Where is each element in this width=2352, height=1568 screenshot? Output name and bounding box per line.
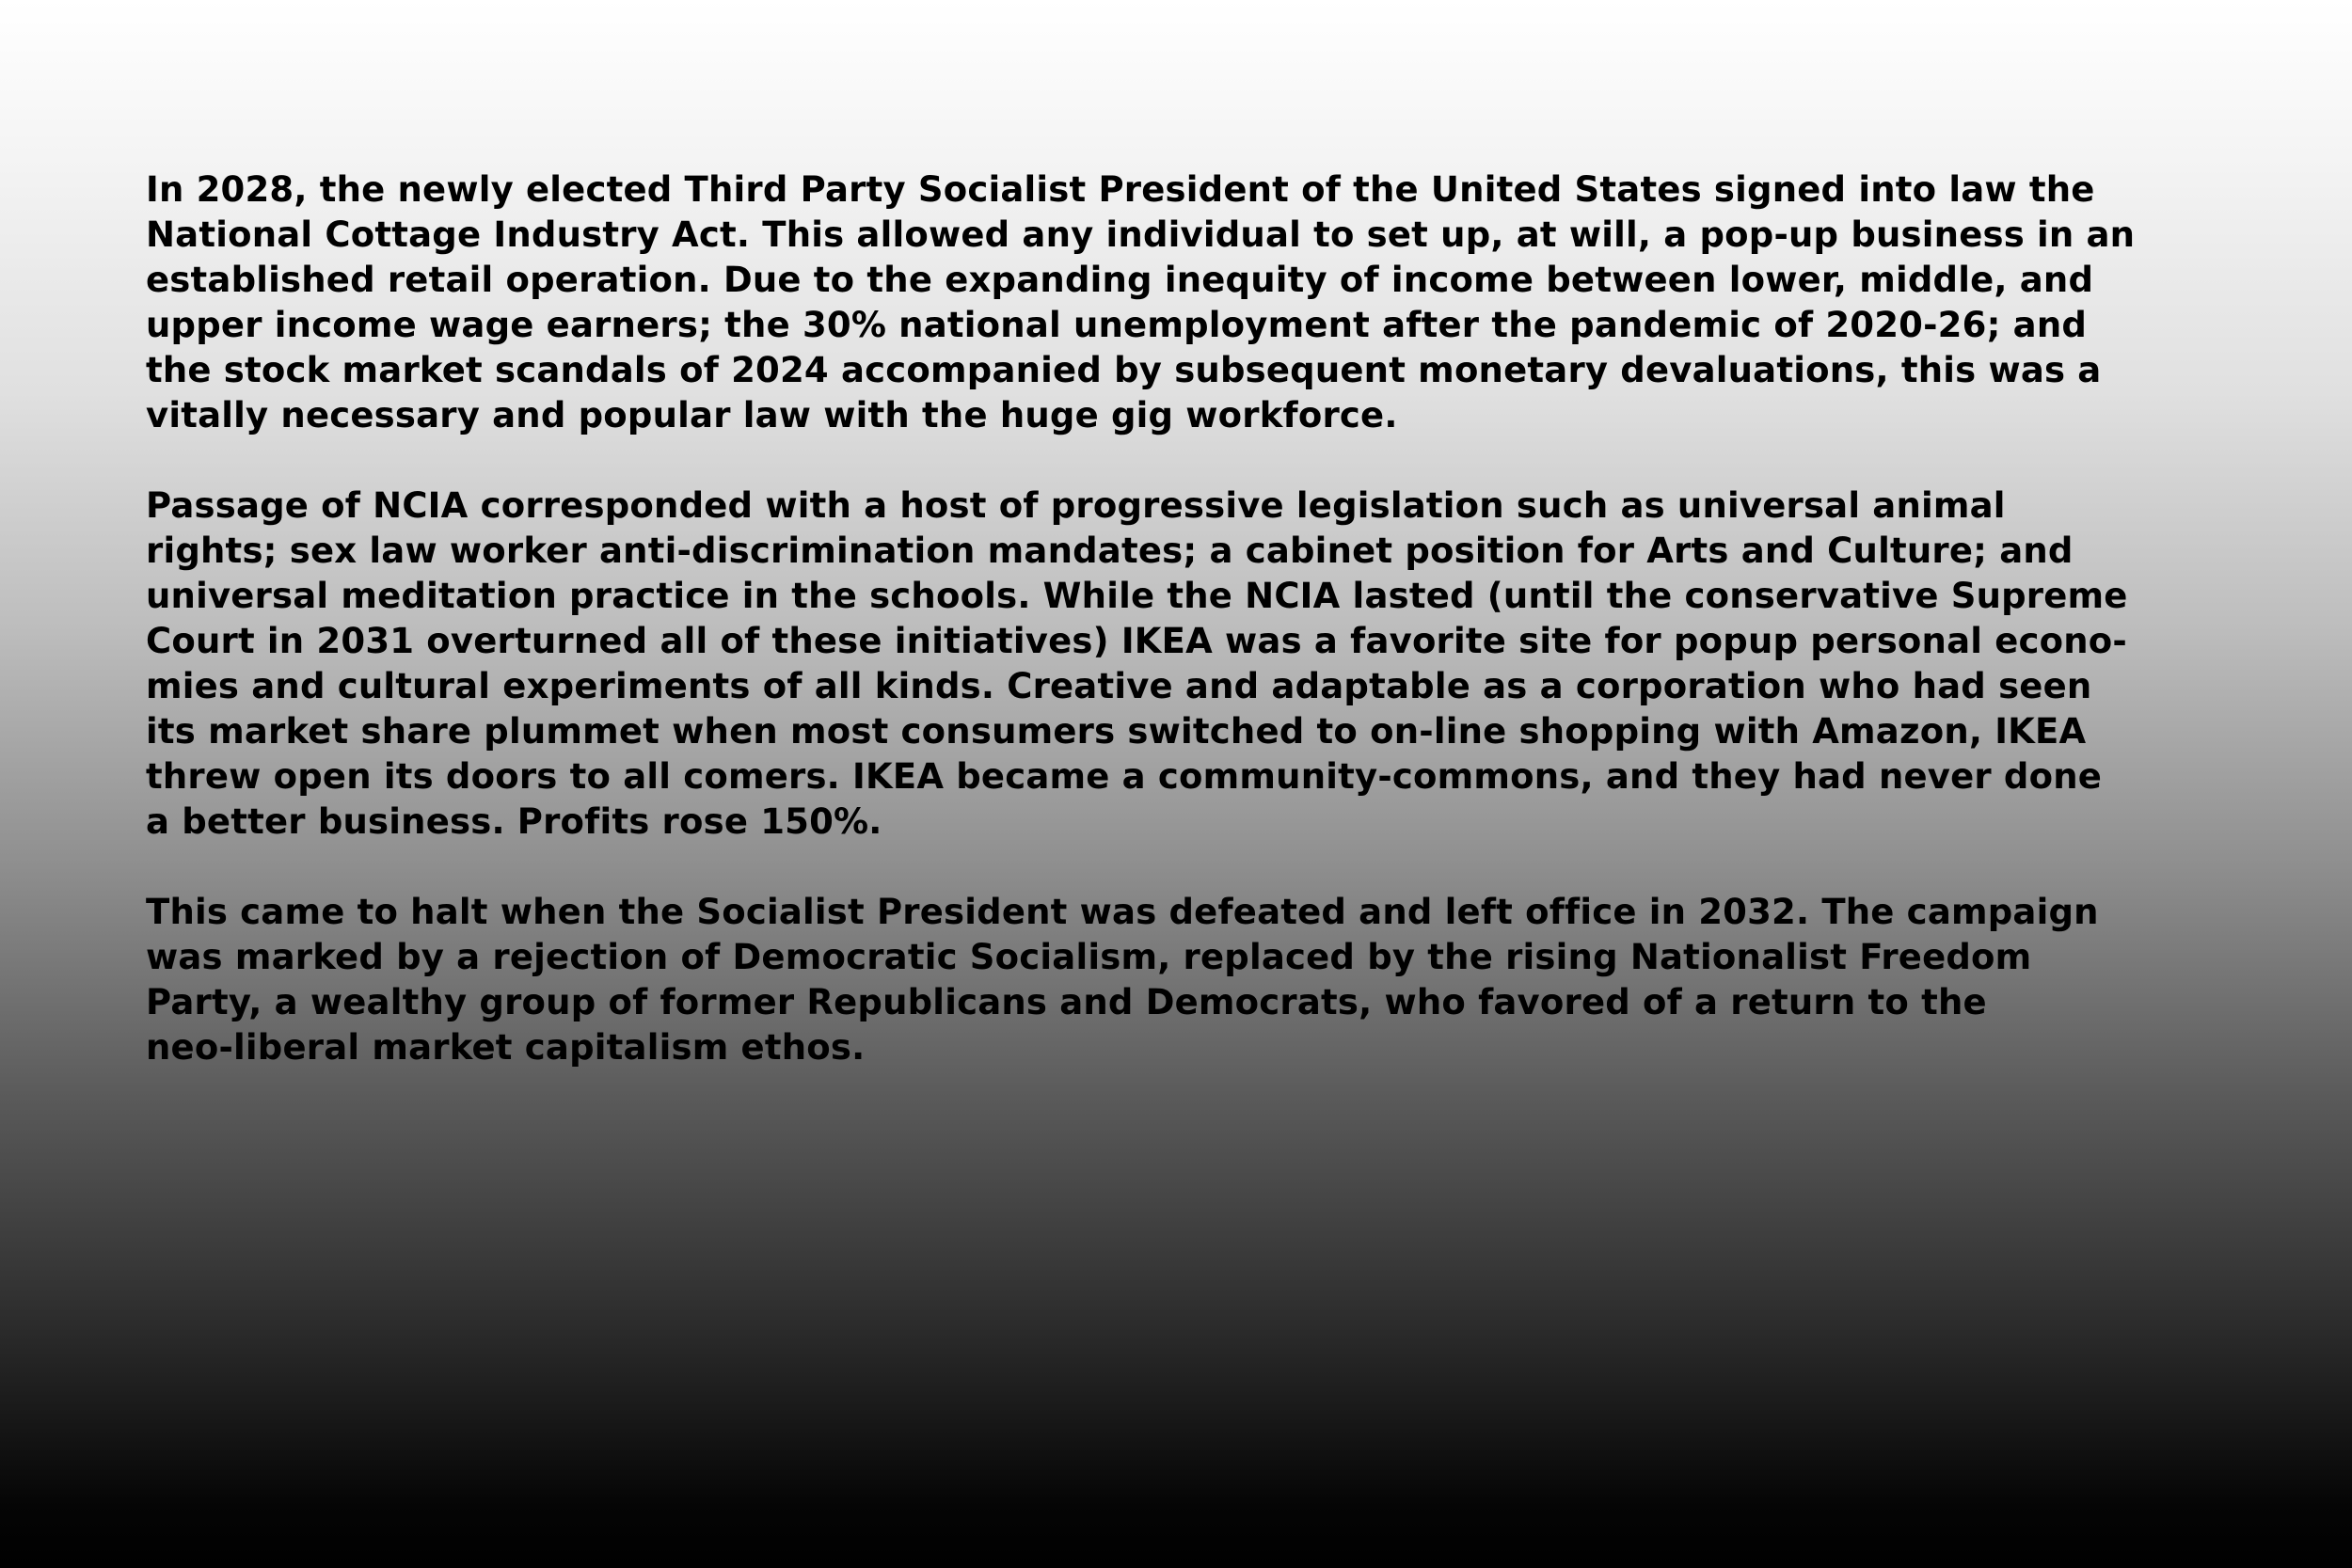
paragraph-2: [146, 483, 2225, 845]
paragraph-line: a better business. Profits rose 150%.: [146, 801, 882, 842]
paragraph-line: the stock market scandals of 2024 accompanied by subsequent monetary devaluations, this was a: [146, 350, 2102, 390]
paragraph-line: rights; sex law worker anti-discrimination mandates; a cabinet position for Arts and Culture; and: [146, 531, 2074, 571]
paragraph-line: This came to halt when the Socialist President was defeated and left office in 2032. The campaign: [146, 892, 2099, 932]
paragraph-line: National Cottage Industry Act. This allowed any individual to set up, at will, a pop-up business in an: [146, 214, 2136, 255]
paragraph-line: threw open its doors to all comers. IKEA became a community-commons, and they had never done: [146, 756, 2103, 797]
text-block: [146, 167, 2225, 1116]
paragraph-3: [146, 890, 2225, 1070]
paragraph-1: [146, 167, 2225, 438]
paragraph-line: Party, a wealthy group of former Republicans and Democrats, who favored of a return to the: [146, 982, 1987, 1022]
paragraph-line: was marked by a rejection of Democratic Socialism, replaced by the rising Nationalist Freedom: [146, 937, 2032, 977]
paragraph-line: universal meditation practice in the schools. While the NCIA lasted (until the conservative Supreme: [146, 576, 2128, 616]
paragraph-line: vitally necessary and popular law with the huge gig workforce.: [146, 395, 1398, 436]
paragraph-line: Court in 2031 overturned all of these initiatives) IKEA was a favorite site for popup personal econo-: [146, 621, 2127, 661]
paragraph-line: its market share plummet when most consumers switched to on-line shopping with Amazon, IKEA: [146, 711, 2087, 752]
paragraph-line: neo-liberal market capitalism ethos.: [146, 1027, 866, 1068]
paragraph-line: In 2028, the newly elected Third Party Socialist President of the United States signed into law the: [146, 169, 2095, 210]
paragraph-line: established retail operation. Due to the expanding inequity of income between lower, middle, and: [146, 260, 2094, 300]
paragraph-line: Passage of NCIA corresponded with a host of progressive legislation such as universal animal: [146, 485, 2006, 526]
paragraph-line: mies and cultural experiments of all kinds. Creative and adaptable as a corporation who had seen: [146, 666, 2092, 706]
paragraph-line: upper income wage earners; the 30% national unemployment after the pandemic of 2020-26; and: [146, 305, 2088, 345]
